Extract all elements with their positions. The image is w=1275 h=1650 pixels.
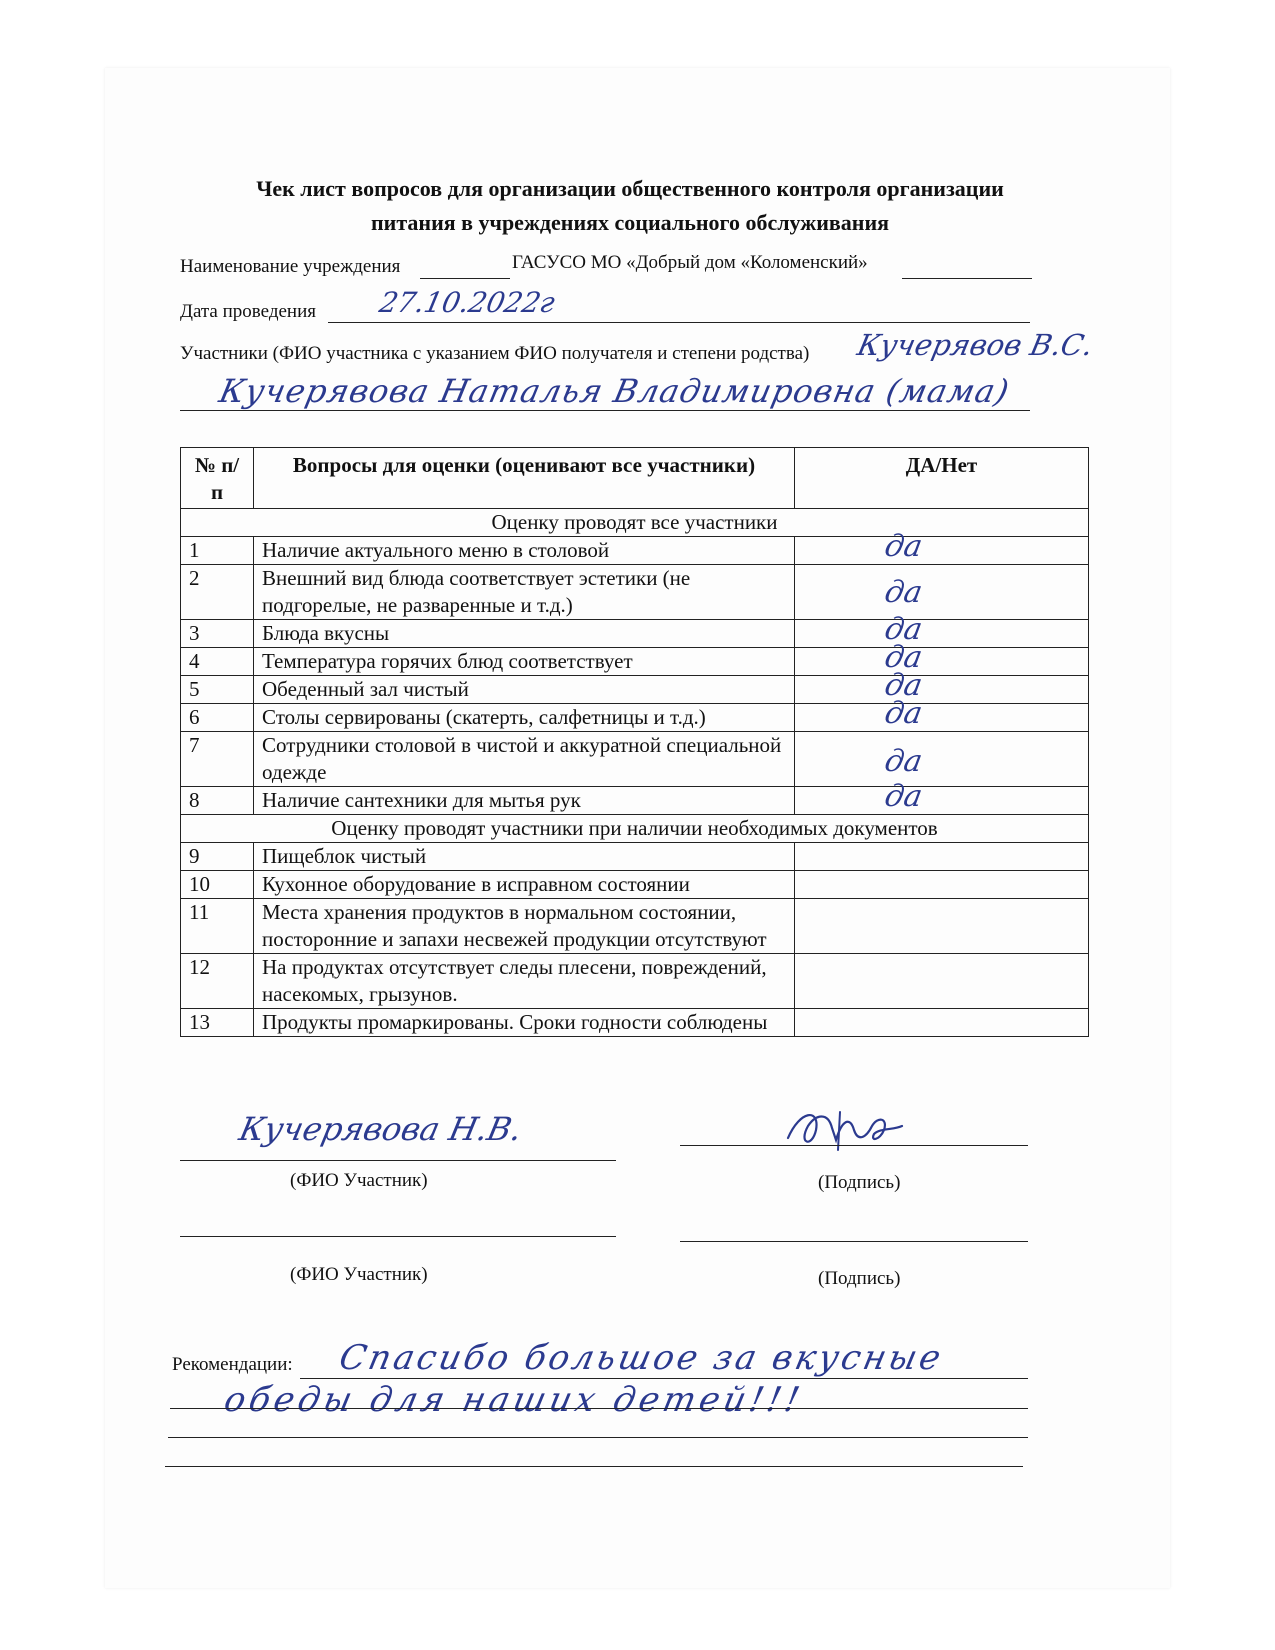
row-answer-cell — [795, 1009, 1089, 1037]
row-answer: да — [881, 612, 925, 647]
table-row — [181, 899, 1089, 954]
table-row — [181, 871, 1089, 899]
row-answer: да — [881, 696, 925, 731]
row-num: 11 — [181, 899, 254, 954]
row-num: 1 — [181, 537, 254, 565]
table-row — [181, 537, 1089, 565]
date-value: 27.10.2022г — [376, 286, 558, 319]
fio-underline-1 — [180, 1160, 616, 1161]
table-row — [181, 704, 1089, 732]
row-question: Сотрудники столовой в чистой и аккуратной специальной одежде — [254, 732, 795, 787]
row-num: 4 — [181, 648, 254, 676]
participants-underline — [180, 410, 1030, 411]
fio-caption-2: (ФИО Участник) — [290, 1264, 428, 1285]
table-row — [181, 648, 1089, 676]
recommendations-underline-4 — [165, 1466, 1023, 1467]
row-question: Пищеблок чистый — [254, 843, 795, 871]
participants-label: Участники (ФИО участника с указанием ФИО получателя и степени родства) — [180, 343, 810, 364]
row-num: 2 — [181, 565, 254, 620]
row-num: 6 — [181, 704, 254, 732]
row-num: 8 — [181, 787, 254, 815]
institution-underline-left — [420, 278, 510, 279]
row-question: Продукты промаркированы. Сроки годности соблюдены — [254, 1009, 795, 1037]
row-answer-cell — [795, 640, 1089, 676]
date-underline — [328, 322, 1030, 323]
row-answer-cell — [795, 529, 1089, 565]
table-row — [181, 843, 1089, 871]
document-title — [180, 172, 1080, 240]
fio-underline-2 — [180, 1236, 616, 1237]
row-answer: да — [881, 779, 925, 814]
row-question: На продуктах отсутствует следы плесени, повреждений, насекомых, грызунов. — [254, 954, 795, 1009]
recommendations-label: Рекомендации: — [172, 1354, 293, 1375]
sign-underline-1 — [680, 1145, 1028, 1146]
recommendations-underline-1 — [300, 1378, 1028, 1379]
row-question: Наличие сантехники для мытья рук — [254, 787, 795, 815]
section-title: Оценку проводят все участники — [181, 509, 1089, 537]
participants-value-1: Кучерявов В.С. — [854, 328, 1097, 362]
section-title: Оценку проводят участники при наличии необходимых документов — [181, 815, 1089, 843]
recommendations-underline-3 — [168, 1437, 1028, 1438]
table-row — [181, 732, 1089, 787]
row-question: Температура горячих блюд соответствует — [254, 648, 795, 676]
header-question: Вопросы для оценки (оценивают все участники) — [254, 448, 795, 509]
row-num: 12 — [181, 954, 254, 1009]
institution-value: ГАСУСО МО «Добрый дом «Коломенский» — [512, 252, 868, 273]
institution-label: Наименование учреждения — [180, 256, 401, 277]
table-row — [181, 676, 1089, 704]
row-question: Блюда вкусны — [254, 620, 795, 648]
row-num: 5 — [181, 676, 254, 704]
row-answer: да — [881, 575, 925, 610]
row-answer: да — [881, 744, 925, 779]
header-answer: ДА/Нет — [795, 448, 1089, 509]
row-question: Кухонное оборудование в исправном состоянии — [254, 871, 795, 899]
date-label: Дата проведения — [180, 301, 317, 322]
recommendations-line-1: Спасибо большое за вкусные — [335, 1338, 948, 1378]
institution-underline-right — [902, 278, 1032, 279]
header-num: № п/п — [181, 448, 254, 509]
recommendations-underline-2 — [170, 1408, 1028, 1409]
row-answer-cell — [795, 899, 1089, 954]
section-row-2 — [181, 815, 1089, 843]
sign-caption-1: (Подпись) — [818, 1172, 901, 1193]
title-line-2: питания в учреждениях социального обслуживания — [370, 210, 890, 235]
sign-caption-2: (Подпись) — [818, 1268, 901, 1289]
participant-1-signature — [780, 1100, 910, 1160]
row-num: 9 — [181, 843, 254, 871]
row-answer-cell — [795, 668, 1089, 704]
row-question: Наличие актуального меню в столовой — [254, 537, 795, 565]
row-answer-cell — [795, 954, 1089, 1009]
row-answer-cell — [795, 565, 1089, 620]
sign-underline-2 — [680, 1241, 1028, 1242]
row-num: 10 — [181, 871, 254, 899]
row-answer-cell — [795, 843, 1089, 871]
participant-1-name: Кучерявова Н.В. — [235, 1110, 526, 1148]
row-answer: да — [881, 640, 925, 675]
table-row — [181, 787, 1089, 815]
row-question: Места хранения продуктов в нормальном состоянии, посторонние и запахи несвежей продукции отсутствуют — [254, 899, 795, 954]
recommendations-line-2: обеды для наших детей!!! — [220, 1380, 807, 1420]
row-num: 7 — [181, 732, 254, 787]
row-num: 13 — [181, 1009, 254, 1037]
table-header-row — [181, 448, 1089, 509]
participants-value-2: Кучерявова Наталья Владимировна (мама) — [215, 372, 1014, 410]
row-answer: да — [881, 529, 925, 564]
row-answer-cell — [795, 612, 1089, 648]
row-question: Столы сервированы (скатерть, салфетницы и т.д.) — [254, 704, 795, 732]
row-answer-cell — [795, 696, 1089, 732]
row-question: Обеденный зал чистый — [254, 676, 795, 704]
table-row — [181, 620, 1089, 648]
fio-caption-1: (ФИО Участник) — [290, 1170, 428, 1191]
row-question: Внешний вид блюда соответствует эстетики (не подгорелые, не разваренные и т.д.) — [254, 565, 795, 620]
table-row — [181, 565, 1089, 620]
row-answer-cell — [795, 732, 1089, 787]
table-row — [181, 954, 1089, 1009]
section-row-1 — [181, 509, 1089, 537]
checklist-table — [180, 447, 1089, 1037]
row-answer: да — [881, 668, 925, 703]
row-num: 3 — [181, 620, 254, 648]
row-answer-cell — [795, 871, 1089, 899]
row-answer-cell — [795, 779, 1089, 815]
title-line-1: Чек лист вопросов для организации общественного контроля организации — [256, 176, 1004, 201]
table-row — [181, 1009, 1089, 1037]
